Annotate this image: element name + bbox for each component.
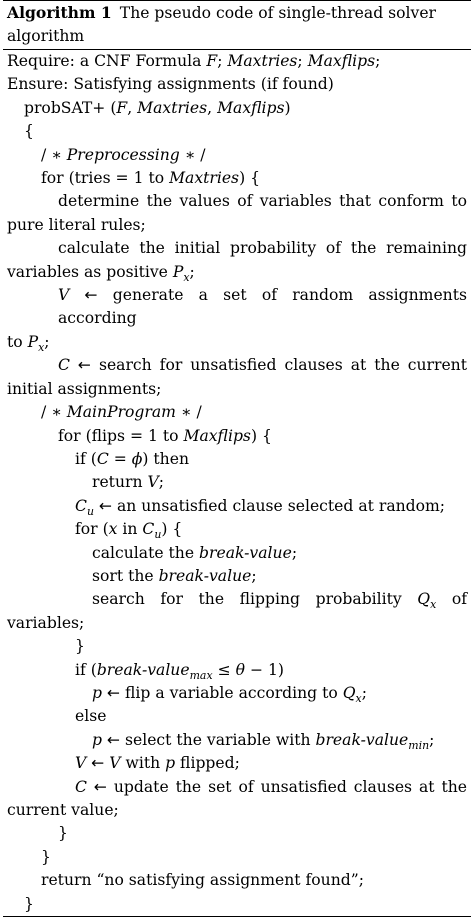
code-line-11: V ← generate a set of random assignments according xyxy=(58,286,467,328)
code-line-4: { xyxy=(24,122,34,141)
code-line-20: for (x in $C_u$) { xyxy=(75,520,183,541)
code-line-31: C ← update the set of unsatisfied clauses at the xyxy=(75,777,467,796)
code-line-32: current value; xyxy=(7,801,119,819)
code-line-3: probSAT+ (F, Maxtries, Maxflips) xyxy=(24,98,291,117)
code-line-26: if (break-value$_{max}$ ≤ θ − 1) xyxy=(75,660,284,682)
code-line-33: } xyxy=(58,824,68,843)
code-line-30: V ← V with p flipped; xyxy=(75,754,240,773)
code-line-2: Ensure: Satisfying assignments (if found) xyxy=(7,75,334,94)
code-line-36: } xyxy=(24,894,34,913)
code-line-27: p ← flip a variable according to $Q_x$; xyxy=(92,683,367,705)
code-line-15: / ∗ MainProgram ∗ / xyxy=(41,403,202,422)
code-line-9: calculate the initial probability of the remaining xyxy=(58,239,467,258)
code-line-12: to $P_x$; xyxy=(7,332,50,354)
code-line-29: p ← select the variable with break-value$_{min}$; xyxy=(92,730,435,752)
pseudocode-lines xyxy=(3,50,471,916)
code-line-24: variables; xyxy=(7,613,85,632)
code-line-17: if (C = ϕ) then xyxy=(75,449,189,468)
code-line-22: sort the break-value; xyxy=(92,566,257,585)
code-line-28: else xyxy=(75,707,107,726)
code-line-21: calculate the break-value; xyxy=(92,543,298,562)
algorithm-caption xyxy=(3,1,471,50)
algorithm-box xyxy=(3,0,471,917)
code-line-16: for (flips = 1 to Maxflips) { xyxy=(58,426,272,445)
code-line-35: return “no satisfying assignment found”; xyxy=(41,871,364,890)
code-line-19: $C_u$ ← an unsatisfied clause selected at random; xyxy=(75,496,446,518)
code-line-10: variables as positive $P_x$; xyxy=(7,262,195,284)
code-line-18: return V; xyxy=(92,473,164,492)
code-line-25: } xyxy=(75,637,85,656)
code-line-34: } xyxy=(41,847,51,866)
code-line-8: pure literal rules; xyxy=(7,215,146,234)
code-line-23: search for the flipping probability $Q_x$ of xyxy=(92,590,467,612)
code-line-14: initial assignments; xyxy=(7,379,162,398)
code-line-1: Require: a CNF Formula F; Maxtries; Maxflips; xyxy=(7,52,381,70)
code-line-6: for (tries = 1 to Maxtries) { xyxy=(41,169,261,188)
code-line-7: determine the values of variables that conform to xyxy=(58,192,467,211)
algorithm-label: Algorithm 1 xyxy=(7,3,112,22)
code-line-13: C ← search for unsatisfied clauses at the current xyxy=(58,356,467,375)
algorithm-title: The pseudo code of single-thread solver algorithm xyxy=(7,4,437,45)
code-line-5: / ∗ Preprocessing ∗ / xyxy=(41,145,206,164)
